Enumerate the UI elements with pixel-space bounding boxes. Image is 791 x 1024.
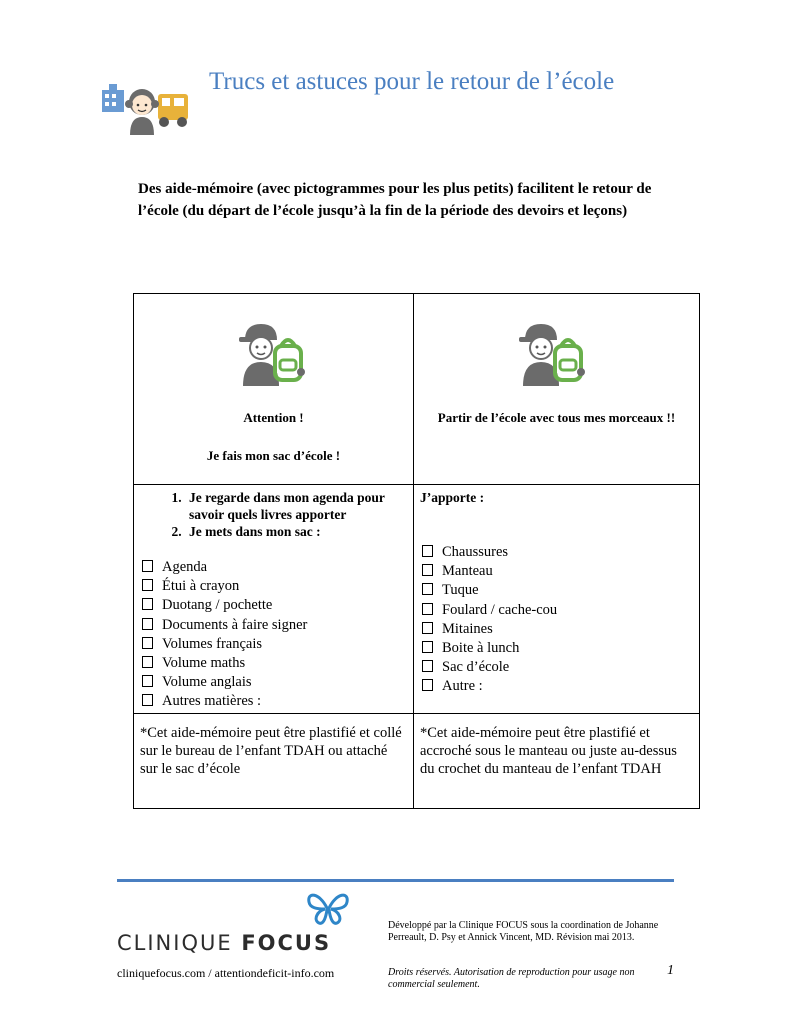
checkbox-icon <box>142 560 153 572</box>
school-bag-checklist <box>140 558 407 712</box>
checkbox-icon <box>142 579 153 591</box>
checkbox-icon <box>142 675 153 687</box>
checklist-item: Mitaines <box>422 620 693 639</box>
right-checklist-cell <box>414 485 700 714</box>
back-to-school-illustration <box>100 80 192 136</box>
checklist-item: Documents à faire signer <box>142 616 407 635</box>
checkbox-icon <box>142 694 153 706</box>
footer-divider <box>117 879 674 882</box>
page-title: Trucs et astuces pour le retour de l’école <box>209 68 615 95</box>
student-backpack-icon <box>519 322 587 388</box>
website-links: cliniquefocus.com / attentiondeficit-info.com <box>117 966 335 980</box>
checkbox-icon <box>142 637 153 649</box>
steps-list <box>140 489 407 540</box>
checklist-item: Chaussures <box>422 543 693 562</box>
checkbox-icon <box>142 598 153 610</box>
checkbox-icon <box>422 603 433 615</box>
girl-student-icon <box>125 89 159 135</box>
table-checklist-row <box>134 485 700 714</box>
student-backpack-icon <box>239 322 307 388</box>
checkbox-icon <box>422 641 433 653</box>
checkbox-icon <box>422 583 433 595</box>
right-heading: Partir de l’école avec tous mes morceaux !! <box>437 410 676 425</box>
checklist-item: Étui à crayon <box>142 577 407 596</box>
checklist-item: Autres matières : <box>142 692 407 711</box>
reminder-table <box>133 293 700 809</box>
page-number: 1 <box>667 963 674 978</box>
checklist-item: Boite à lunch <box>422 639 693 658</box>
checkbox-icon <box>142 656 153 668</box>
checklist-item: Volume anglais <box>142 673 407 692</box>
table-notes-row <box>134 714 700 809</box>
checklist-item: Autre : <box>422 677 693 696</box>
left-checklist-cell <box>134 485 414 714</box>
checklist-item: Volume maths <box>142 654 407 673</box>
right-note: *Cet aide-mémoire peut être plastifié et accroché sous le manteau ou juste au-dessus du crochet du manteau de l’enfant TDAH <box>414 714 700 809</box>
intro-paragraph: Des aide-mémoire (avec pictogrammes pour les plus petits) facilitent le retour de l’école (du départ de l’école jusqu’à la fin de la période des devoirs et leçons) <box>138 181 652 219</box>
school-bus-icon <box>158 94 188 127</box>
checkbox-icon <box>422 622 433 634</box>
step-item: 2. Je mets dans mon sac : <box>185 523 407 540</box>
left-note: *Cet aide-mémoire peut être plastifié et collé sur le bureau de l’enfant TDAH ou attaché sur le sac d’école <box>134 714 414 809</box>
checklist-item: Sac d’école <box>422 658 693 677</box>
right-header-cell <box>414 294 700 485</box>
checklist-item: Tuque <box>422 581 693 600</box>
bring-heading: J’apporte : <box>420 490 485 505</box>
left-heading-line2: Je fais mon sac d’école ! <box>206 448 341 463</box>
checkbox-icon <box>422 545 433 557</box>
checklist-item: Manteau <box>422 562 693 581</box>
left-header-cell <box>134 294 414 485</box>
checklist-item: Volumes français <box>142 635 407 654</box>
butterfly-logo-icon <box>305 890 351 926</box>
clinique-focus-logo: CLINIQUE FOCUS <box>117 931 332 955</box>
credits-text: Développé par la Clinique FOCUS sous la coordination de Johanne Perreault, D. Psy et Annick Vincent, MD. Révision mai 2013. <box>388 920 659 943</box>
checkbox-icon <box>422 660 433 672</box>
left-heading-line1: Attention ! <box>243 410 304 425</box>
step-item: 1. Je regarde dans mon agenda pour savoir quels livres apporter <box>185 489 407 523</box>
school-building-icon <box>102 84 124 112</box>
table-header-row <box>134 294 700 485</box>
checkbox-icon <box>422 564 433 576</box>
checkbox-icon <box>142 618 153 630</box>
rights-notice: Droits réservés. Autorisation de reproduction pour usage non commercial seulement. <box>388 967 635 990</box>
checklist-item: Foulard / cache-cou <box>422 601 693 620</box>
checklist-item: Duotang / pochette <box>142 596 407 615</box>
checkbox-icon <box>422 679 433 691</box>
leaving-school-checklist <box>420 543 693 697</box>
checklist-item: Agenda <box>142 558 407 577</box>
